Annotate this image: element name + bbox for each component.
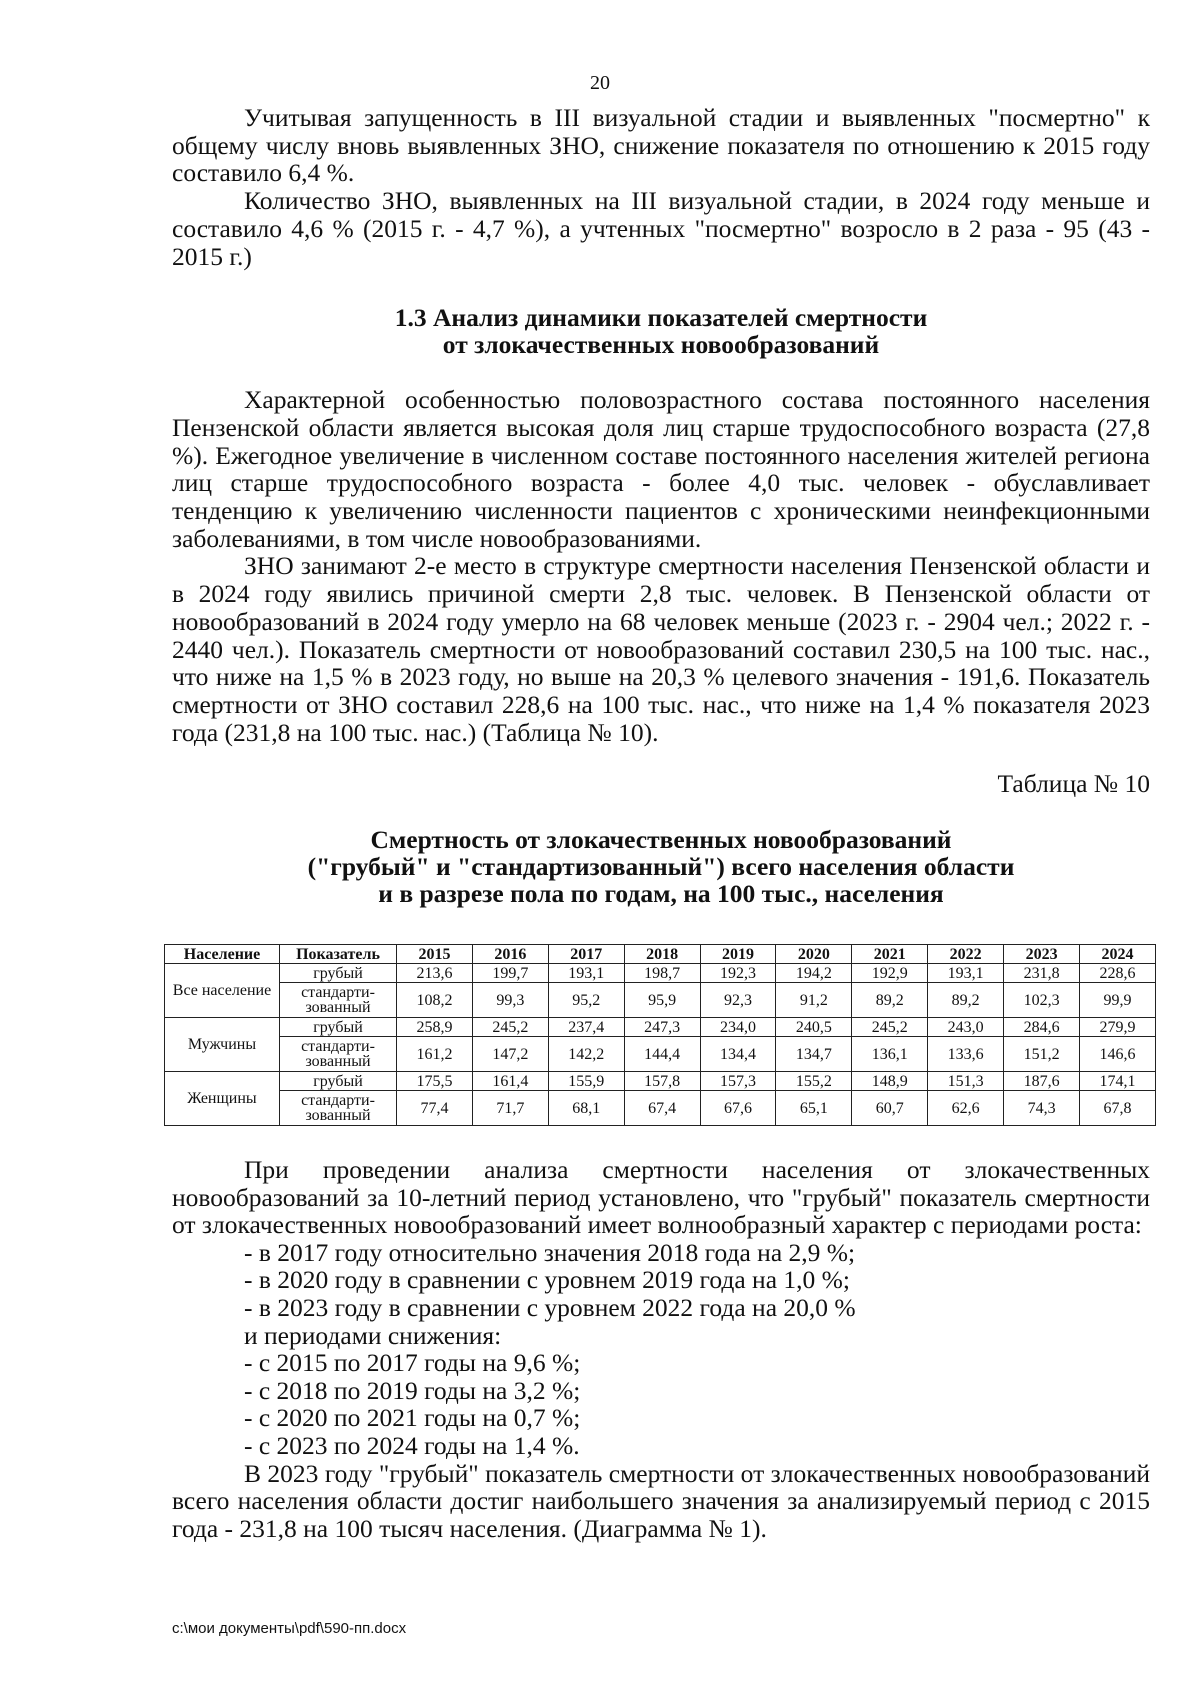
value-cell: 134,4 <box>700 1037 776 1072</box>
value-cell: 95,2 <box>548 983 624 1018</box>
value-cell: 102,3 <box>1004 983 1080 1018</box>
value-cell: 155,2 <box>776 1072 852 1091</box>
value-cell: 108,2 <box>397 983 473 1018</box>
value-cell: 193,1 <box>928 964 1004 983</box>
mortality-table <box>164 944 1156 1126</box>
value-cell: 151,3 <box>928 1072 1004 1091</box>
value-cell: 192,3 <box>700 964 776 983</box>
section-heading <box>172 304 1150 358</box>
value-cell: 161,2 <box>397 1037 473 1072</box>
main-content <box>172 104 1150 927</box>
value-cell: 245,2 <box>852 1018 928 1037</box>
value-cell: 231,8 <box>1004 964 1080 983</box>
value-cell: 245,2 <box>472 1018 548 1037</box>
value-cell: 243,0 <box>928 1018 1004 1037</box>
value-cell: 60,7 <box>852 1091 928 1126</box>
header-cell: 2015 <box>397 945 473 964</box>
value-cell: 147,2 <box>472 1037 548 1072</box>
decline-item: - с 2020 по 2021 годы на 0,7 %; <box>244 1403 581 1433</box>
growth-item: - в 2023 году в сравнении с уровнем 2022 года на 20,0 % <box>244 1292 856 1322</box>
value-cell: 146,6 <box>1080 1037 1156 1072</box>
footer-file-path: c:\мои документы\pdf\590-пп.docx <box>172 1620 407 1637</box>
value-cell: 240,5 <box>776 1018 852 1037</box>
value-cell: 99,3 <box>472 983 548 1018</box>
value-cell: 65,1 <box>776 1091 852 1126</box>
value-cell: 194,2 <box>776 964 852 983</box>
value-cell: 284,6 <box>1004 1018 1080 1037</box>
growth-item: - в 2020 году в сравнении с уровнем 2019 года на 1,0 %; <box>244 1265 850 1295</box>
value-cell: 133,6 <box>928 1037 1004 1072</box>
header-cell: 2016 <box>472 945 548 964</box>
header-cell: 2024 <box>1080 945 1156 964</box>
table-title <box>172 826 1150 907</box>
decline-intro: и периодами снижения: <box>244 1320 502 1350</box>
section-heading-line-1: 1.3 Анализ динамики показателей смертности <box>394 303 928 333</box>
value-cell: 175,5 <box>397 1072 473 1091</box>
table-row <box>165 1072 1156 1091</box>
closing-paragraph: В 2023 году "грубый" показатель смертности от злокачественных новообразований всего населения области достиг наибольшего значения за анализируемый период с 2015 года - 231,8 на 100 тысяч населения. (Диаграмма № 1). <box>172 1458 1150 1543</box>
group-name-cell: Все население <box>165 964 280 1018</box>
value-cell: 187,6 <box>1004 1072 1080 1091</box>
value-cell: 237,4 <box>548 1018 624 1037</box>
growth-item: - в 2017 году относительно значения 2018 года на 2,9 %; <box>244 1237 856 1267</box>
header-cell: 2022 <box>928 945 1004 964</box>
analysis-section <box>172 1156 1150 1542</box>
value-cell: 161,4 <box>472 1072 548 1091</box>
header-cell: 2021 <box>852 945 928 964</box>
intro-paragraph-2: Количество ЗНО, выявленных на III визуальной стадии, в 2024 году меньше и составило 4,6 % (2015 г. - 4,7 %), а учтенных "посмертно" возросло в 2 раза - 95 (43 - 2015 г.) <box>172 186 1150 271</box>
header-cell: 2018 <box>624 945 700 964</box>
body-paragraph-1: Характерной особенностью половозрастного состава постоянного населения Пензенской области является высокая доля лиц старше трудоспособного возраста (27,8 %). Ежегодное увеличение в численном составе постоянного населения жителей региона лиц старше трудоспособного возраста - более 4,0 тыс. человек - обуславливает тенденцию к увеличению численности пациентов с хроническими неинфекционными заболеваниями, в том числе новообразованиями. <box>172 385 1150 553</box>
table-row <box>165 964 1156 983</box>
value-cell: 192,9 <box>852 964 928 983</box>
value-cell: 71,7 <box>472 1091 548 1126</box>
decline-item: - с 2015 по 2017 годы на 9,6 %; <box>244 1348 581 1378</box>
value-cell: 228,6 <box>1080 964 1156 983</box>
header-cell: Население <box>165 945 280 964</box>
value-cell: 279,9 <box>1080 1018 1156 1037</box>
table-header-row <box>165 945 1156 964</box>
header-cell: 2019 <box>700 945 776 964</box>
value-cell: 199,7 <box>472 964 548 983</box>
value-cell: 247,3 <box>624 1018 700 1037</box>
decline-item: - с 2023 по 2024 годы на 1,4 %. <box>244 1430 580 1460</box>
value-cell: 157,3 <box>700 1072 776 1091</box>
value-cell: 91,2 <box>776 983 852 1018</box>
indicator-cell: грубый <box>280 1018 397 1037</box>
table-row <box>165 1091 1156 1126</box>
value-cell: 213,6 <box>397 964 473 983</box>
value-cell: 68,1 <box>548 1091 624 1126</box>
analysis-paragraph: При проведении анализа смертности населения от злокачественных новообразований за 10-летний период установлено, что "грубый" показатель смертности от злокачественных новообразований имеет волнообразный характер с периодами роста: <box>172 1155 1150 1240</box>
table-row <box>165 983 1156 1018</box>
indicator-cell: стандарти-зованный <box>280 1037 397 1072</box>
value-cell: 77,4 <box>397 1091 473 1126</box>
table-title-line-2: ("грубый" и "стандартизованный") всего населения области <box>307 852 1015 882</box>
table-row <box>165 1018 1156 1037</box>
value-cell: 74,3 <box>1004 1091 1080 1126</box>
value-cell: 67,4 <box>624 1091 700 1126</box>
value-cell: 157,8 <box>624 1072 700 1091</box>
value-cell: 258,9 <box>397 1018 473 1037</box>
group-name-cell: Женщины <box>165 1072 280 1126</box>
value-cell: 67,6 <box>700 1091 776 1126</box>
page-number: 20 <box>590 72 610 94</box>
decline-item: - с 2018 по 2019 годы на 3,2 %; <box>244 1375 581 1405</box>
indicator-cell: грубый <box>280 964 397 983</box>
header-cell: Показатель <box>280 945 397 964</box>
intro-paragraph-1: Учитывая запущенность в III визуальной стадии и выявленных "посмертно" к общему числу вновь выявленных ЗНО, снижение показателя по отношению к 2015 году составило 6,4 %. <box>172 103 1150 188</box>
value-cell: 136,1 <box>852 1037 928 1072</box>
indicator-cell: грубый <box>280 1072 397 1091</box>
header-cell: 2020 <box>776 945 852 964</box>
table-title-line-1: Смертность от злокачественных новообразований <box>370 825 952 855</box>
body-paragraph-2: ЗНО занимают 2-е место в структуре смертности населения Пензенской области и в 2024 году явились причиной смерти 2,8 тыс. человек. В Пензенской области от новообразований в 2024 году умерло на 68 человек меньше (2023 г. - 2904 чел.; 2022 г. - 2440 чел.). Показатель смертности от новообразований составил 230,5 на 100 тыс. нас., что ниже на 1,5 % в 2023 году, но выше на 20,3 % целевого значения - 191,6. Показатель смертности от ЗНО составил 228,6 на 100 тыс. нас., что ниже на 1,4 % показателя 2023 года (231,8 на 100 тыс. нас.) (Таблица № 10). <box>172 551 1150 747</box>
section-heading-line-2: от злокачественных новообразований <box>442 330 880 360</box>
value-cell: 144,4 <box>624 1037 700 1072</box>
value-cell: 193,1 <box>548 964 624 983</box>
value-cell: 155,9 <box>548 1072 624 1091</box>
indicator-cell: стандарти-зованный <box>280 1091 397 1126</box>
value-cell: 174,1 <box>1080 1072 1156 1091</box>
value-cell: 62,6 <box>928 1091 1004 1126</box>
header-cell: 2017 <box>548 945 624 964</box>
table-label: Таблица № 10 <box>997 769 1150 799</box>
value-cell: 89,2 <box>928 983 1004 1018</box>
value-cell: 198,7 <box>624 964 700 983</box>
table-row <box>165 1037 1156 1072</box>
header-cell: 2023 <box>1004 945 1080 964</box>
value-cell: 89,2 <box>852 983 928 1018</box>
value-cell: 92,3 <box>700 983 776 1018</box>
value-cell: 151,2 <box>1004 1037 1080 1072</box>
value-cell: 99,9 <box>1080 983 1156 1018</box>
value-cell: 148,9 <box>852 1072 928 1091</box>
value-cell: 234,0 <box>700 1018 776 1037</box>
value-cell: 134,7 <box>776 1037 852 1072</box>
value-cell: 95,9 <box>624 983 700 1018</box>
value-cell: 142,2 <box>548 1037 624 1072</box>
group-name-cell: Мужчины <box>165 1018 280 1072</box>
value-cell: 67,8 <box>1080 1091 1156 1126</box>
table-title-line-3: и в разрезе пола по годам, на 100 тыс., населения <box>378 879 944 909</box>
indicator-cell: стандарти-зованный <box>280 983 397 1018</box>
